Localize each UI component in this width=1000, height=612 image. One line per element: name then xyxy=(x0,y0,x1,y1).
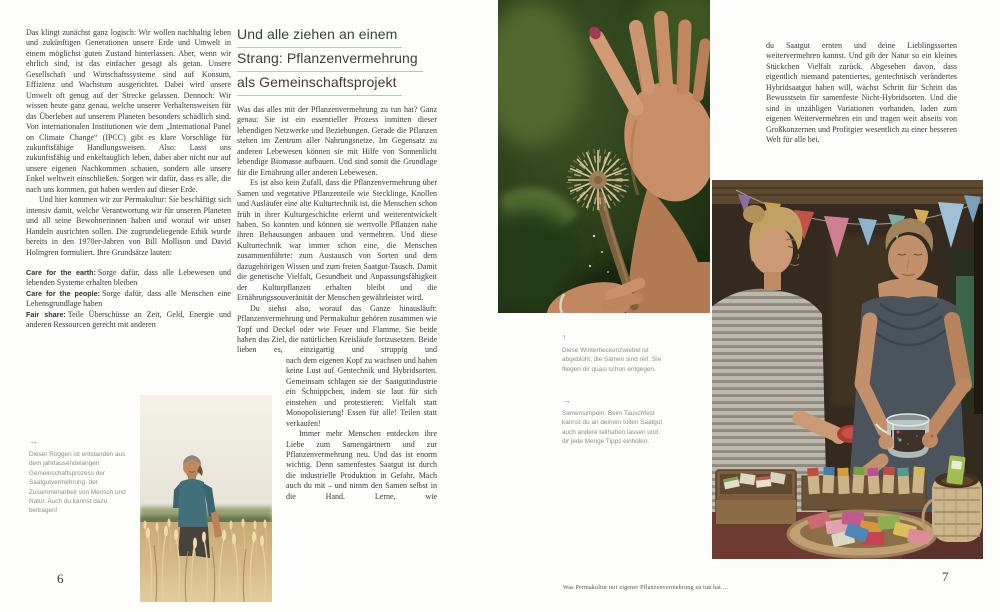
heading-line: Strang: Pflanzenvermehrung xyxy=(237,48,423,72)
heading-line: Und alle ziehen an einem xyxy=(237,24,402,48)
article-column xyxy=(237,24,437,502)
seed-exchange-illustration xyxy=(712,180,983,559)
ethics-text: Sorge dafür, dass alle Lebewesen und lebenden Systeme erhalten bleiben xyxy=(26,267,231,288)
article-paragraph-4: Immer mehr Menschen entdecken ihre Liebe zum Samengärtnern und zur Pflanzenvermehrung neu. Und das ist enorm wichtig. Denn samenfestes Saatgut ist durch die industrielle Produktion in Gefahr. Mach auch du mit – und nimm den Samen selbst in die Hand. Lerne, wie xyxy=(286,429,437,501)
article-wrap-block xyxy=(286,356,437,502)
ethics-text: Sorge dafür, dass alle Menschen eine Lebensgrundlage haben xyxy=(26,288,231,309)
article-paragraph-1: Was das alles mit der Pflanzenvermehrung zu tun hat? Ganz genau: Sie ist ein essentieller Prozess inmitten dieser lebendigen Netzwerke und Beziehungen. Gerade die Pflanzen stehen im Zentrum aller Nahrungsnetze. Im Gegensatz zu anderen Lebewesen können sie mit Hilfe von Sonnenlicht lebendige Biomasse aufbauen. Und sind somit die Grundlage für die Ernährung aller anderen Lebewesen. xyxy=(237,105,437,177)
arrow-right-icon: → xyxy=(562,395,571,405)
article-paragraph-2: Es ist also kein Zufall, dass die Pflanzenvermehrung über Samen und vegetative Pflanzenteile wie Stecklinge, Knollen und Ausläufer eine alte Kulturtechnik ist, die Menschen schon früh in ihrer Kulturgeschichte erlernt und weiterentwickelt haben. So konnten und können sie wertvolle Pflanzen nahe ihren Behausungen anbauen und vermehren. Und diese Kulturtechnik war immer schon eine, die Menschen zusammenführte: zum Austausch von Sorten und dem dazugehörigen Wissen und zum freien Saatgut-Tausch. Damit die genetische Vielfalt, Gesundheit und Anpassungsfähigkeit der Kulturpflanzen erhalten bleibt und die Ernährungssouveränität der Menschen gewährleistet wird. xyxy=(237,178,437,303)
ethics-item xyxy=(26,310,231,331)
caption-winter-onion xyxy=(562,333,665,374)
article-paragraph-3a: Du siehst also, worauf das Ganze hinausläuft: Pflanzenvermehrung und Permakultur gehören zusammen wie Topf und Deckel oder wie Feuer und Flamme. Sie beide haben das Ziel, die natürlichen Kreisläufe fortzusetzen. Beide lieben es, einzigartig und struppig und xyxy=(237,303,437,355)
intro-paragraph-2: Und hier kommen wir zur Permakultur: Sie beschäftigt sich intensiv damit, welche Verantwortung wir für unseren Planeten und all seine Bewohnerinnen haben und worauf wir unser Handeln ausrichten sollen. Die zugrundeliegende Ethik wurde bereits in den 1970er-Jahren von Bill Mollison und David Holmgren formuliert. Ihre Grundsätze lauten: xyxy=(26,195,231,257)
continuation-paragraph: du Saatgut ernten und deine Lieblingssorten weitervermehren kannst. Und gib der Natur so ein kleines Stückchen Vielfalt zurück. Abgesehen davon, dass eigentlich niemand patentiertes, gentechnisch verändertes Hybridsaatgut haben will, wächst Schritt für Schritt das Bewusstsein für samenfeste Nicht-Hybridsorten. Und die sind in unzähligen Variationen vorhanden, laden zum eigenen Weitervermehren ein und tragen weit abseits von Großkonzernen und Profitgier wesentlich zu einer besseren Welt für alle bei. xyxy=(766,41,957,145)
ethics-lead: Fair share: xyxy=(26,309,66,319)
intro-paragraph-1: Das klingt zunächst ganz logisch: Wir wollen nachhaltig leben und zukünftigen Generationen unsere Erde und Umwelt in einem möglichst guten Zustand hinterlassen. Aber, wenn wir ehrlich sind, ist das einfacher gesagt als getan. Unsere Gesellschaft und Wirtschaftssysteme sind auf Konsum, Effizienz und Wachstum ausgerichtet. Dabei wird unsere Umwelt oft genug auf der Strecke gelassen. Dennoch: Wir wissen heute ganz genau, welche unserer Verhaltensweisen für das Überleben auf unserem Planeten besonders schädlich sind. Von internationalen Institutionen wie dem „International Panel on Climate Change“ (IPCC) gibt es klare Vorschläge für zukunftsfähige Handlungsweisen. Also: Lasst uns zukunftsfähig und enkeltauglich leben, dabei aber nicht nur auf unsere eigenen Nachkommen schauen, sondern alle unsere Enkel weltweit einschließen. Sorgen wir dafür, dass es alle, die nach uns kommen, gut haben werden auf dieser Erde. xyxy=(26,28,231,194)
ethics-text: Teile Überschüsse an Zeit, Geld, Energie und anderen Ressourcen gerecht mit anderen xyxy=(26,309,231,330)
intro-text-column xyxy=(26,28,231,331)
arrow-up-icon: ↑ xyxy=(562,332,567,342)
page-number-right: 7 xyxy=(942,569,949,584)
caption-text: Dieser Roggen ist entstanden aus dem jahrtausendelangen Gemeinschaftsprozess der Saatgutvermehrung: der Zusammenarbeit von Mensch und Natur. Auch du kannst dazu beitragen! xyxy=(29,451,126,515)
ethics-item xyxy=(26,268,231,289)
continuation-text-column xyxy=(766,41,957,146)
article-paragraph-3b: nach dem eigenen Kopf zu wachsen und haben keine Lust auf Gentechnik und Hybridsorten. Gemeinsam schlagen sie der Saatgutindustrie ein Schnippchen, indem sie laut für sich einstehen und protestieren: Vielfalt statt Monopolisierung! Essen für alle! Teilen statt verkaufen! xyxy=(286,355,437,428)
caption-text: Diese Winterheckenzwiebel ist abgeblüht, die Samen sind reif. Sie fliegen dir quasi schon entgegen. xyxy=(562,347,662,373)
page-number-left: 6 xyxy=(57,571,64,586)
photo-seed-head-in-hand xyxy=(498,0,710,313)
ethics-lead: Care for the people: xyxy=(26,288,101,298)
running-footer: Was Permakultur mit eigener Pflanzenvermehrung zu tun hat … xyxy=(563,585,729,591)
permaculture-ethics-list xyxy=(26,268,231,331)
caption-seed-exchange xyxy=(562,396,665,447)
photo-seed-exchange xyxy=(712,180,983,559)
arrow-right-icon: → xyxy=(29,436,38,446)
caption-rye-field xyxy=(29,437,130,516)
seed-head-illustration xyxy=(498,0,710,313)
ethics-item xyxy=(26,289,231,310)
heading-line: als Gemeinschaftsprojekt xyxy=(237,72,402,96)
article-heading xyxy=(237,24,437,96)
caption-text: Samensimpeln: Beim Tauschfest kannst du an deinem tollen Saatgut auch andere teilhaben lassen und dir jede Menge Tipps einholen. xyxy=(562,410,663,446)
ethics-lead: Care for the earth: xyxy=(26,267,96,277)
